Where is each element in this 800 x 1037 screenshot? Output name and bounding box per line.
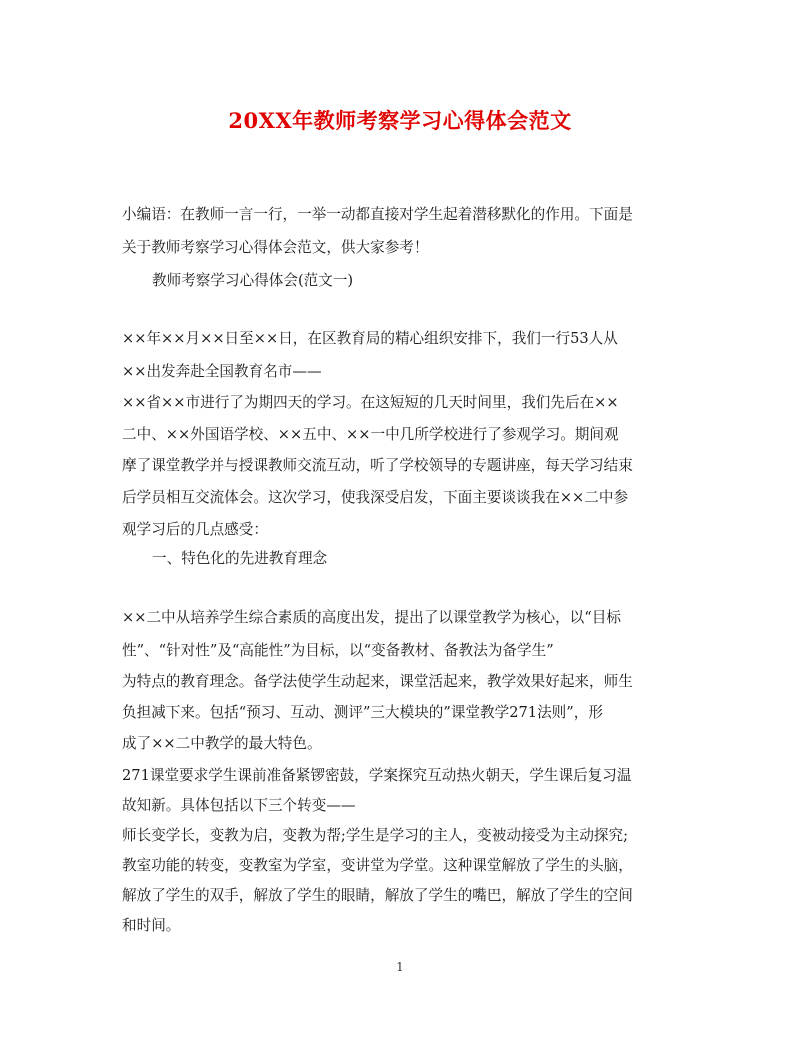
paragraph-line: 故知新。具体包括以下三个转变—— bbox=[122, 797, 356, 814]
paragraph-line: 为特点的教育理念。备学法使学生动起来，课堂活起来，教学效果好起来，师生 bbox=[122, 673, 633, 690]
paragraph-line: ××省××市进行了为期四天的学习。在这短短的几天时间里，我们先后在×× bbox=[122, 394, 619, 411]
paragraph-line: 成了××二中教学的最大特色。 bbox=[122, 735, 322, 752]
paragraph-line: 师长变学长，变教为启，变教为帮;学生是学习的主人，变被动接受为主动探究; bbox=[122, 827, 629, 844]
paragraph-line: 关于教师考察学习心得体会范文，供大家参考！ bbox=[122, 239, 429, 256]
paragraph-line: 271课堂要求学生课前准备紧锣密鼓，学案探究互动热火朝天，学生课后复习温 bbox=[122, 767, 632, 784]
paragraph-line: ××出发奔赴全国教育名市—— bbox=[122, 363, 322, 380]
paragraph-line: 性”、“针对性”及“高能性”为目标，以“变备教材、备教法为备学生” bbox=[122, 642, 554, 659]
paragraph-line: 小编语：在教师一言一行，一举一动都直接对学生起着潜移默化的作用。下面是 bbox=[122, 206, 633, 223]
paragraph-line: 后学员相互交流体会。这次学习，使我深受启发，下面主要谈谈我在××二中参 bbox=[122, 489, 629, 506]
paragraph-line: 二中、××外国语学校、××五中、××一中几所学校进行了参观学习。期间观 bbox=[122, 426, 619, 443]
paragraph-line: 教室功能的转变，变教室为学室，变讲堂为学堂。这种课堂解放了学生的头脑， bbox=[122, 857, 633, 874]
paragraph-line: 观学习后的几点感受： bbox=[122, 521, 268, 538]
paragraph-line: ××二中从培养学生综合素质的高度出发，提出了以课堂教学为核心，以“目标 bbox=[122, 609, 621, 626]
section-heading: 一、特色化的先进教育理念 bbox=[152, 550, 328, 567]
document-title: 20XX年教师考察学习心得体会范文 bbox=[228, 108, 572, 133]
paragraph-line: ××年××月××日至××日，在区教育局的精心组织安排下，我们一行53人从 bbox=[122, 330, 618, 347]
paragraph-line: 负担减下来。包括“预习、互动、测评”三大模块的”课堂教学271法则”，形 bbox=[122, 704, 603, 721]
paragraph-line: 解放了学生的双手，解放了学生的眼睛，解放了学生的嘴巴，解放了学生的空间 bbox=[122, 887, 633, 904]
paragraph-line: 摩了课堂教学并与授课教师交流互动，听了学校领导的专题讲座，每天学习结束 bbox=[122, 457, 633, 474]
section-subtitle: 教师考察学习心得体会(范文一) bbox=[152, 272, 354, 289]
paragraph-line: 和时间。 bbox=[122, 917, 181, 934]
page-number: 1 bbox=[396, 960, 404, 974]
